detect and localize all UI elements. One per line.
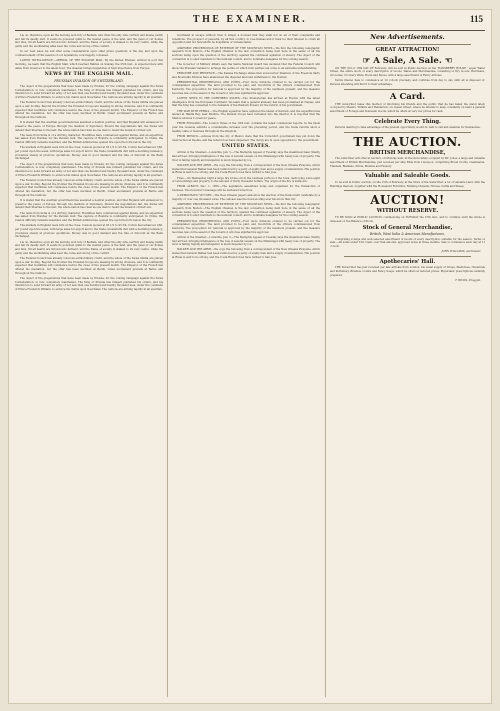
section-heading: NEWS BY THE ENGLISH MAIL. <box>44 72 134 78</box>
paragraph: The subscriber will offer at Auction, on Monday next, at the store lately occupied by Mr. Jones, a large and valuable assortment of British Merchandise, just received per ship Eliza from Liverpool, comprising Broad Cloths, Cassimeres, Flannels, Blankets, Prints, Muslins and Hosiery. <box>330 157 485 168</box>
section-subheading: PRUSSIAN INVASION OF SWITZERLAND. <box>54 79 124 84</box>
paragraph: The markets in England were firm at the close. Consols quoted at 93 1/2 to 93 3/4. Cotton had advanced 1/8d. per pound upon the week, with large sales for export and to the trade; breadstuffs dull with a declining tendency; provisions steady at previous quotations. Money was in good demand and the rate of discount at the Bank unchanged. <box>15 146 163 161</box>
paragraph: Persons desiring to take advantage of the present opportunity would do well to call and examine for themselves. <box>335 126 481 130</box>
paragraph: Fires.—On Wednesday night a large fire broke out in the business portion of the town, destroying some eight or ten buildings and property to the amount of thirty thousand dollars. The origin of the fire is unknown. <box>172 176 320 184</box>
paragraph: The object of the preparations that have been made by Prussia, for the coming campaign against the Swiss Confederation, is now completely manifested. The King of Prussia has himself published his orders, and his intention is to send forward an army of not less than one hundred and twenty thousand men, under the command of Prince Frederick William, to enforce his claims upon Neuchatel. The cantons are arming rapidly in all quarters. <box>15 84 163 99</box>
ad-heading: Valuable and Saleable Goods. <box>364 173 451 180</box>
paragraph: A DEMOCRATIC VICTORY.—The New Orleans papers announce the election of the Democratic candidate by a majority of over one thousand votes. The canvass was the most exciting ever known in that city. <box>172 194 320 202</box>
paragraph: LATEST NEWS IN THE NORTHERN STATES.—The Presbyterian has arrived at Boston with the latest intelligence from the European Continent. We learn that a general amnesty has been proclaimed at Naples, and that the King has consented to the demands of the Western Powers for the reform of his government. <box>172 97 320 108</box>
paragraph: THE subscriber takes this method of informing his friends and the public that he has taken the stand lately occupied by Messrs. Wilkins and Henderson, on Queen Street, where he intends to keep constantly on hand a general assortment of Foreign and Domestic Goods, which he offers at very low prices for cash. <box>330 102 485 113</box>
paragraph: To be sold at Public Auction, on the 15th of February, at the Store of the Subscriber, a lot of valuable Land, with the Buildings thereon, together with the Household Furniture, Farming Utensils, Horses, Cattle and Sheep. <box>330 180 485 188</box>
paragraph: WALKER AND THE ARMY.—We copy the following from a correspondent of the New Orleans Picayune, which states that General Walker had been reinforced by a party of eighty men and a supply of ammunition. His position at Rivas is said to be strong, and the Costa Rican forces have retired to San Jose. <box>172 248 320 259</box>
paragraph: The object of the preparations that have been made by Prussia, for the coming campaign against the Swiss Confederation, is now completely manifested. The King of Prussia has himself published his orders, and his intention is to send forward an army of not less than one hundred and twenty thousand men, under the command of Prince Frederick William, to enforce his claims upon Neuchatel. The cantons are arming rapidly in all quarters. <box>15 162 163 177</box>
paragraph: The news from India is of a stirring character. Hostilities have commenced against Persia, and an expedition has sailed from Bombay for the Persian Gulf. The capture of Bushire is confidently anticipated. In China, the Canton difficulty remains unsettled, and the British Admiral has opened fire upon the forts below the city. <box>15 133 163 145</box>
paragraph: FROM ENGLAND—The London Times of the 10th inst. contains the latest commercial reports. In the fiscal year the revenue exhibits a considerable increase over the preceding period, and the trade returns show a healthy state of business throughout the kingdom. <box>172 122 320 133</box>
paragraph: ASSEMBLY PROCEEDINGS OF EXTERIOR OF THE MOUNTAIN NEWS.—We find the following telegraphic despatch from Boston:—The English Channel is the last convention being held here in the sense of all the sections being upon the question of the territory, against the continued agitation of slavery. The object of the convention is to elect members to the national council, and to nominate delegates for the coming session. <box>172 46 320 61</box>
paragraph: It is stated that the Austrian government has assumed a neutral position, and that England will endeavour to preserve the peace of Europe through the medium of diplomacy. Should the negotiations fail, the Swiss will defend their liberties to the last; the whole nation has risen as one man to resist the invasion of their soil. <box>15 199 163 210</box>
paragraph: Arrival of the Steamer.—Louisville, Jan. 5.—The Memphis Appeal of Tuesday says the steamboat Isaac Shelby had arrived, bringing intelligence of the loss of several vessels on the Mississippi with heavy loss of property. The river is falling rapidly and navigation is much impeded by ice. <box>172 151 320 162</box>
ad-subheading: British, West India & American Manufactures, <box>370 232 445 237</box>
paragraph: TO BE SOLD at PUBLIC AUCTION, commencing on TUESDAY the 27th inst., and to continue until the whole is disposed of, the Balance of Stock. <box>330 215 485 223</box>
paragraph: Lie on, therefore, upon all the burning acid fury of Bedlam, and other the silly side, terribly and insane justify and tell its deadly dart. It sends its poisoned quills to the wasted peace of the land, and the quiet of our homes and inns, till all hearts are thrown into ferment, and the frame of society is shaken to its very centre, while the guilty and the unoffending alike bear the curse and wrong of the conflict. <box>15 34 163 49</box>
section-heading: UNITED STATES. <box>221 144 271 150</box>
column-1 <box>15 34 163 697</box>
paragraph: FROM ALBANY, Dec. 1, 1856.—The legislature assembled today and organized for the transaction of business. The Governor's message will be delivered tomorrow. <box>172 185 320 193</box>
signature: T. HICKS, Druggist. <box>455 279 481 283</box>
divider <box>344 116 471 117</box>
ad-heading: GREAT ATTRACTION! <box>375 47 440 53</box>
paragraph: THE Subscriber has just received per late arrivals from London, his usual supply of Drugs, Medicines, Chemicals and Perfumery, Brushes, Combs and Fancy Soaps, which he offers at reduced prices. Physicians' prescriptions carefully prepared. <box>330 266 485 277</box>
divider <box>344 170 471 171</box>
paragraph: ON THE 3rd or 18th DAY OF February, will be sold at Public Auction, at the 'HANSBERRY HOUSE,' upper Water Street, the entire stock of every description of Goods, Wares and Merchandise, consisting of Dry Goods, Hardware, Groceries, Crockery Ware, Boots and Shoes, with a large assortment of Fancy Articles. <box>330 66 485 77</box>
paragraph: The Federal Council has already voted an extraordinary credit, and the whole of the Swiss militia are placed upon a war footing. Beyond the frontier the Prussian troops are massing in strong divisions, and it is confidently expected that hostilities will commence before the close of the present month. The Emperor of the French has offered his mediation, but the offer has been declined at Berlin. Great excitement prevails at Berne and throughout the Cantons. <box>15 256 163 275</box>
paragraph: Terms liberal. Sale to commence at 10 o'clock precisely, and continue from day to day until all is disposed of. Persons attending will find it to their advantage. <box>330 79 485 86</box>
paragraph: WALKER AND THE ARMY.—We copy the following from a correspondent of the New Orleans Picayune, which states that General Walker had been reinforced by a party of eighty men and a supply of ammunition. His position at Rivas is said to be strong, and the Costa Rican forces have retired to San Jose. <box>172 163 320 175</box>
divider <box>344 132 471 133</box>
paragraph: The Governor of Military Affairs says the Santa National Guard has declared that the Federal Council will allow the Prussian Cabinet to arrange the points on which both parties can come to an amicable understanding. <box>172 62 320 70</box>
ad-heading: AUCTION! <box>370 193 445 208</box>
divider <box>344 89 471 90</box>
paragraph: Arrival of the Steamer.—Louisville, Jan. 5.—The Memphis Appeal of Tuesday says the steamboat Isaac Shelby had arrived, bringing intelligence of the loss of several vessels on the Mississippi with heavy loss of property. The river is falling rapidly and navigation is much impeded by ice. <box>172 235 320 247</box>
paragraph: THE WAR WITH PERSIA.—The English squadron have captured the island of Karrack, and the expedition has landed at Hallila Bay, near Bushire. The Persian troops have retreated into the interior. It is reported that the Shah is anxious to treat for peace. <box>172 109 320 121</box>
paragraph: The news from India is of a stirring character. Hostilities have commenced against Persia, and an expedition has sailed from Bombay for the Persian Gulf. The capture of Bushire is confidently anticipated. In China, the Canton difficulty remains unsettled, and the British Admiral has opened fire upon the forts below the city. <box>15 211 163 223</box>
ad-heading: Stock of General Merchandise, <box>362 224 453 231</box>
paragraph: It is stated that the Austrian government has assumed a neutral position, and that England will endeavour to preserve the peace of Europe through the medium of diplomacy. Should the negotiations fail, the Swiss will defend their liberties to the last; the whole nation has risen as one man to resist the invasion of their soil. <box>15 121 163 132</box>
paragraph: The Federal Council has already voted an extraordinary credit, and the whole of the Swiss militia are placed upon a war footing. Beyond the frontier the Prussian troops are massing in strong divisions, and it is confidently expected that hostilities will commence before the close of the present month. The Emperor of the French has offered his mediation, but the offer has been declined at Berlin. Great excitement prevails at Berne and throughout the Cantons. <box>15 179 163 197</box>
column-2 <box>172 34 320 697</box>
paragraph: The object of the preparations that have been made by Prussia, for the coming campaign against the Swiss Confederation, is now completely manifested. The King of Prussia has himself published his orders, and his intention is to send forward an army of not less than one hundred and twenty thousand men, under the command of Prince Frederick William, to enforce his claims upon Neuchatel. The cantons are arming rapidly in all quarters. <box>15 276 163 291</box>
paragraph: Comprising a large and well selected assortment of Goods of every description, suitable for the season. Terms of sale:—All sums under £10, Cash; over that amount, approved notes at three months. Sale to commence each day at 11 o'clock. <box>330 237 485 249</box>
divider <box>344 256 471 257</box>
newspaper-page <box>9 10 491 703</box>
ad-heading: A Card. <box>389 91 426 102</box>
signature: JOHN WILLIAMS, Auctioneer. <box>441 250 481 254</box>
ad-heading: BRITISH MERCHANDISE, <box>369 149 446 156</box>
paragraph: Lie on, therefore, upon all the burning acid fury of Bedlam, and other the silly side, terribly and insane justify and tell its deadly dart. It sends its poisoned quills to the wasted peace of the land, and the quiet of our homes and inns, till all hearts are thrown into ferment, and the frame of society is shaken to its very centre, while the guilty and the unoffending alike bear the curse and wrong of the conflict. <box>15 240 163 255</box>
newspaper-title: THE EXAMINER. <box>192 14 308 25</box>
paragraph: Southland in escape without trial, it simply a doomed that they shall not do all of their complaints and rebellions. The prospect of peaceful, by all this country, to lose Kansas and if must be their interest to crush all opposition and not henceforth be hospitable or unreasonable. <box>172 34 320 45</box>
paragraph: PRESIDENTIAL PROPORTIONAL AND VOTES.—Four more divisions ordered to be carried out for the contemplated expedition. The land provided to be paid, and two-thirds of the officers commissioned from Kentucky. The proposition for removal is approved by the majority of the members present, and the measure becomes law on the assent of the Governor, who has signified his approval. <box>172 219 320 234</box>
divider <box>344 44 471 45</box>
paragraph: FROM MEXICO.—Advices from the city of Mexico state that the Comonfort government has put down the insurrection at Puebla, and the rebel forces have dispersed. The clergy are in open opposition to the government. <box>172 134 320 142</box>
paragraph: ASSEMBLY PROCEEDINGS OF EXTERIOR OF THE MOUNTAIN NEWS.—We find the following telegraphic despatch from Boston:—The English Channel is the last convention being held here in the sense of all the sections being upon the question of the territory, against the continued agitation of slavery. The object of the convention is to elect members to the national council, and to nominate delegates for the coming session. <box>172 203 320 218</box>
masthead-rule <box>15 30 485 31</box>
paragraph: The markets in England were firm at the close. Consols quoted at 93 1/2 to 93 3/4. Cotton had advanced 1/8d. per pound upon the week, with large sales for export and to the trade; breadstuffs dull with a declining tendency; provisions steady at previous quotations. Money was in good demand and the rate of discount at the Bank unchanged. <box>15 224 163 239</box>
ad-heading: Celebrate Every Thing. <box>374 118 441 125</box>
ad-heading: WITHOUT RESERVE. <box>376 208 439 215</box>
column-3-advertisements <box>330 34 485 697</box>
column-divider <box>325 34 326 697</box>
ad-heading: THE AUCTION. <box>353 134 462 149</box>
paragraph: In our next issue we will offer some consideration upon other grave questions of the day, and upon the commencement of this session of our legislature, now happily convened. <box>15 50 163 58</box>
column-divider <box>167 34 168 697</box>
paragraph: LATEST INTELLIGENCE.—ARRIVAL OF THE ENGLISH MAIL. By the Packet Bremen, arrived in port this morning, we learn that the English Mail, which reached Halifax on Sunday, the 25th inst., is expected here with dates from Liverpool to the latest hour. The steamer brings despatches of high importance from Europe. <box>15 59 163 70</box>
advertisements-heading: New Advertisements. <box>370 34 445 41</box>
ad-heading: ☞ A Sale, A Sale. ☜ <box>362 55 453 66</box>
paragraph: PRISONER AND PRESENCE.—The Kansas Exchange states that ex-Governor Shannon of the Freedom Party and Boonsville Division have abandoned the disputed land and withdrawn to the frontier. <box>172 71 320 79</box>
ad-heading: Apothecaries' Hall. <box>379 258 436 265</box>
masthead <box>9 14 491 30</box>
divider <box>344 190 471 191</box>
page-number: 115 <box>469 14 483 24</box>
paragraph: The Federal Council has already voted an extraordinary credit, and the whole of the Swiss militia are placed upon a war footing. Beyond the frontier the Prussian troops are massing in strong divisions, and it is confidently expected that hostilities will commence before the close of the present month. The Emperor of the French has offered his mediation, but the offer has been declined at Berlin. Great excitement prevails at Berne and throughout the Cantons. <box>15 101 163 119</box>
paragraph: PRESIDENTIAL PROPORTIONAL AND VOTES.—Four more divisions ordered to be carried out for the contemplated expedition. The land provided to be paid, and two-thirds of the officers commissioned from Kentucky. The proposition for removal is approved by the majority of the members present, and the measure becomes law on the assent of the Governor, who has signified his approval. <box>172 80 320 95</box>
